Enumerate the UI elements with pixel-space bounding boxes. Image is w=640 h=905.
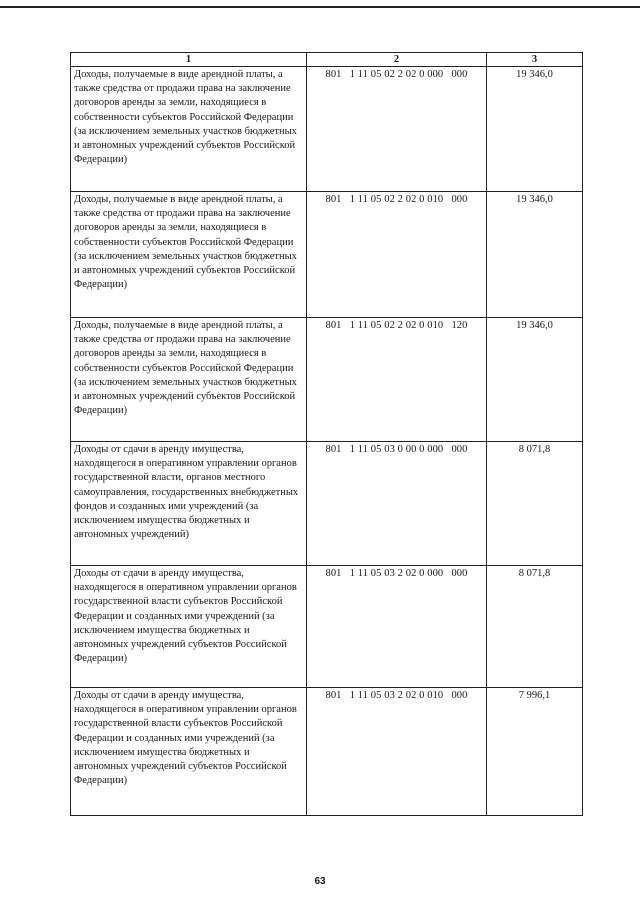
row-amount: 8 071,8 bbox=[487, 442, 583, 566]
row-description: Доходы, получаемые в виде арендной платы, а также средства от продажи права на заключение договоров аренды за земли, находящиеся в собственности субъектов Российской Федерации (за исключением земельных участков бюджетных и автономных учреждений субъектов Российской Федерации) bbox=[71, 318, 307, 442]
row-description: Доходы, получаемые в виде арендной платы, а также средства от продажи права на заключение договоров аренды за земли, находящиеся в собственности субъектов Российской Федерации (за исключением земельных участков бюджетных и автономных учреждений субъектов Российской Федерации) bbox=[71, 67, 307, 192]
table-row bbox=[71, 67, 583, 192]
row-description: Доходы, получаемые в виде арендной платы, а также средства от продажи права на заключение договоров аренды за земли, находящиеся в собственности субъектов Российской Федерации (за исключением земельных участков бюджетных и автономных учреждений субъектов Российской Федерации) bbox=[71, 192, 307, 318]
column-header-3: 3 bbox=[487, 53, 583, 67]
row-description: Доходы от сдачи в аренду имущества, находящегося в оперативном управлении органов государственной власти субъектов Российской Федерации и созданных ими учреждений (за исключением имущества бюджетных и автономных учреждений субъектов Российской Федерации) bbox=[71, 688, 307, 816]
row-code: 801 1 11 05 03 2 02 0 000 000 bbox=[307, 566, 487, 688]
row-description: Доходы от сдачи в аренду имущества, находящегося в оперативном управлении органов государственной власти субъектов Российской Федерации и созданных ими учреждений (за исключением имущества бюджетных и автономных учреждений субъектов Российской Федерации) bbox=[71, 566, 307, 688]
row-description: Доходы от сдачи в аренду имущества, находящегося в оперативном управлении органов государственной власти, органов местного самоуправления, государственных внебюджетных фондов и созданных ими учреждений (за исключением имущества бюджетных и автономных учреждений) bbox=[71, 442, 307, 566]
table-row bbox=[71, 318, 583, 442]
row-amount: 19 346,0 bbox=[487, 192, 583, 318]
row-amount: 8 071,8 bbox=[487, 566, 583, 688]
row-code: 801 1 11 05 03 2 02 0 010 000 bbox=[307, 688, 487, 816]
row-code: 801 1 11 05 02 2 02 0 010 120 bbox=[307, 318, 487, 442]
row-amount: 19 346,0 bbox=[487, 67, 583, 192]
top-rule bbox=[0, 6, 640, 8]
row-code: 801 1 11 05 03 0 00 0 000 000 bbox=[307, 442, 487, 566]
table-row bbox=[71, 192, 583, 318]
table-row bbox=[71, 442, 583, 566]
row-amount: 7 996,1 bbox=[487, 688, 583, 816]
row-code: 801 1 11 05 02 2 02 0 000 000 bbox=[307, 67, 487, 192]
table-header-row bbox=[71, 53, 583, 67]
table-row bbox=[71, 688, 583, 816]
page-number: 63 bbox=[314, 876, 326, 887]
row-amount: 19 346,0 bbox=[487, 318, 583, 442]
column-header-2: 2 bbox=[307, 53, 487, 67]
revenue-table bbox=[70, 52, 583, 816]
table-row bbox=[71, 566, 583, 688]
document-page bbox=[70, 52, 582, 816]
row-code: 801 1 11 05 02 2 02 0 010 000 bbox=[307, 192, 487, 318]
column-header-1: 1 bbox=[71, 53, 307, 67]
